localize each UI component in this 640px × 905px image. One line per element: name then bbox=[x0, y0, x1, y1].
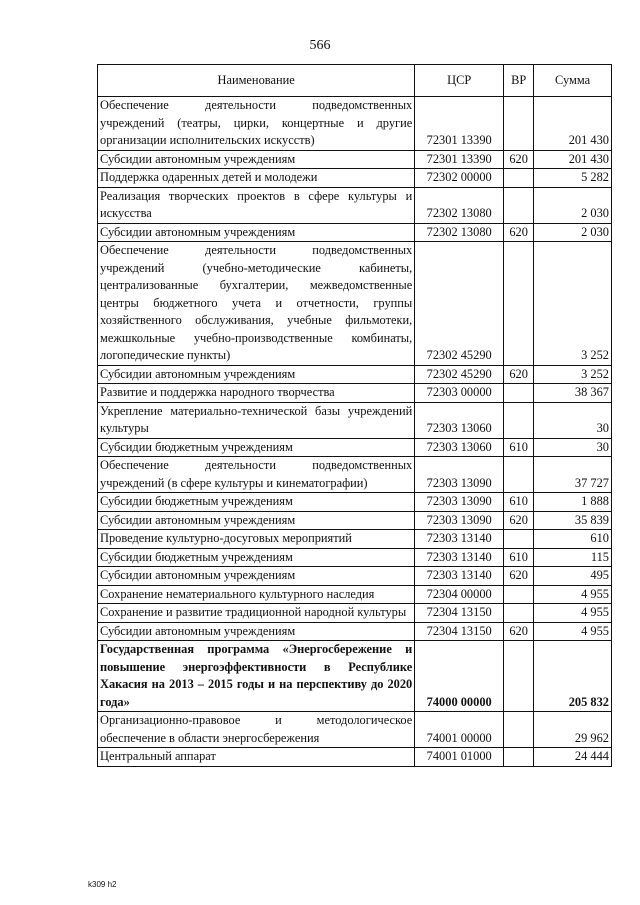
cell-name: Укрепление материально-технической базы учреждений культуры bbox=[98, 402, 415, 438]
page-number: 566 bbox=[309, 38, 331, 53]
cell-sum: 201 430 bbox=[534, 97, 612, 151]
table-row bbox=[98, 187, 612, 223]
cell-sum: 205 832 bbox=[534, 641, 612, 712]
header-csr: ЦСР bbox=[415, 65, 504, 97]
cell-sum: 3 252 bbox=[534, 365, 612, 384]
cell-vr bbox=[504, 748, 534, 767]
cell-sum: 201 430 bbox=[534, 150, 612, 169]
cell-csr: 72301 13390 bbox=[415, 97, 504, 151]
table-row bbox=[98, 712, 612, 748]
table-row bbox=[98, 438, 612, 457]
cell-csr: 72303 13140 bbox=[415, 530, 504, 549]
table-row bbox=[98, 548, 612, 567]
cell-name: Субсидии автономным учреждениям bbox=[98, 150, 415, 169]
table-row bbox=[98, 493, 612, 512]
cell-sum: 2 030 bbox=[534, 223, 612, 242]
cell-csr: 72303 13060 bbox=[415, 438, 504, 457]
table-row bbox=[98, 365, 612, 384]
table-row bbox=[98, 641, 612, 712]
cell-name: Обеспечение деятельности подведомственных учреждений (театры, цирки, концертные и другие организации исполнительских искусств) bbox=[98, 97, 415, 151]
cell-vr bbox=[504, 457, 534, 493]
table-row bbox=[98, 150, 612, 169]
cell-name: Сохранение нематериального культурного наследия bbox=[98, 585, 415, 604]
cell-sum: 24 444 bbox=[534, 748, 612, 767]
cell-name: Субсидии бюджетным учреждениям bbox=[98, 493, 415, 512]
cell-csr: 72303 13090 bbox=[415, 511, 504, 530]
cell-csr: 72303 13090 bbox=[415, 457, 504, 493]
cell-sum: 5 282 bbox=[534, 169, 612, 188]
cell-sum: 38 367 bbox=[534, 384, 612, 403]
table-row bbox=[98, 567, 612, 586]
cell-sum: 4 955 bbox=[534, 622, 612, 641]
header-sum: Сумма bbox=[534, 65, 612, 97]
cell-csr: 72301 13390 bbox=[415, 150, 504, 169]
footer-code: k309 h2 bbox=[88, 880, 117, 889]
table-row bbox=[98, 604, 612, 623]
cell-vr bbox=[504, 604, 534, 623]
table-row bbox=[98, 402, 612, 438]
cell-name: Субсидии бюджетным учреждениям bbox=[98, 548, 415, 567]
cell-name: Проведение культурно-досуговых мероприятий bbox=[98, 530, 415, 549]
cell-vr bbox=[504, 384, 534, 403]
header-vr: ВР bbox=[504, 65, 534, 97]
table-row bbox=[98, 242, 612, 366]
cell-csr: 72303 13140 bbox=[415, 548, 504, 567]
cell-vr: 620 bbox=[504, 567, 534, 586]
cell-name: Субсидии автономным учреждениям bbox=[98, 622, 415, 641]
cell-name: Поддержка одаренных детей и молодежи bbox=[98, 169, 415, 188]
cell-vr bbox=[504, 530, 534, 549]
cell-name: Обеспечение деятельности подведомственных учреждений (учебно-методические кабинеты, централизованные бухгалтерии, межведомственные центры бюджетного учета и отчетности, группы хозяйственного обслуживания, учебные фильмотеки, межшкольные учебно-производственные комбинаты, логопедические пункты) bbox=[98, 242, 415, 366]
cell-csr: 72304 13150 bbox=[415, 604, 504, 623]
table-row bbox=[98, 748, 612, 767]
cell-csr: 72303 13140 bbox=[415, 567, 504, 586]
table-row bbox=[98, 384, 612, 403]
cell-vr bbox=[504, 712, 534, 748]
table-row bbox=[98, 622, 612, 641]
table-row bbox=[98, 457, 612, 493]
cell-sum: 30 bbox=[534, 438, 612, 457]
cell-sum: 115 bbox=[534, 548, 612, 567]
cell-csr: 72303 13060 bbox=[415, 402, 504, 438]
cell-vr bbox=[504, 242, 534, 366]
cell-vr: 610 bbox=[504, 438, 534, 457]
cell-vr: 610 bbox=[504, 548, 534, 567]
cell-csr: 72302 45290 bbox=[415, 365, 504, 384]
cell-csr: 74001 01000 bbox=[415, 748, 504, 767]
cell-vr: 610 bbox=[504, 493, 534, 512]
table-row bbox=[98, 511, 612, 530]
cell-vr bbox=[504, 641, 534, 712]
cell-csr: 74001 00000 bbox=[415, 712, 504, 748]
cell-vr bbox=[504, 402, 534, 438]
budget-table bbox=[97, 64, 612, 767]
cell-csr: 72302 13080 bbox=[415, 187, 504, 223]
cell-csr: 72303 13090 bbox=[415, 493, 504, 512]
cell-sum: 29 962 bbox=[534, 712, 612, 748]
cell-vr bbox=[504, 97, 534, 151]
cell-csr: 72302 00000 bbox=[415, 169, 504, 188]
cell-name: Сохранение и развитие традиционной народной культуры bbox=[98, 604, 415, 623]
cell-csr: 72304 13150 bbox=[415, 622, 504, 641]
table-row bbox=[98, 169, 612, 188]
table-header-row bbox=[98, 65, 612, 97]
cell-csr: 72302 45290 bbox=[415, 242, 504, 366]
cell-csr: 72302 13080 bbox=[415, 223, 504, 242]
cell-name: Развитие и поддержка народного творчества bbox=[98, 384, 415, 403]
cell-sum: 35 839 bbox=[534, 511, 612, 530]
cell-name: Организационно-правовое и методологическое обеспечение в области энергосбережения bbox=[98, 712, 415, 748]
cell-vr: 620 bbox=[504, 223, 534, 242]
cell-name: Государственная программа «Энергосбережение и повышение энергоэффективности в Республике Хакасия на 2013 – 2015 годы и на перспективу до 2020 года» bbox=[98, 641, 415, 712]
cell-name: Субсидии автономным учреждениям bbox=[98, 223, 415, 242]
cell-csr: 74000 00000 bbox=[415, 641, 504, 712]
cell-sum: 4 955 bbox=[534, 585, 612, 604]
cell-csr: 72304 00000 bbox=[415, 585, 504, 604]
table-row bbox=[98, 97, 612, 151]
table-row bbox=[98, 530, 612, 549]
cell-name: Обеспечение деятельности подведомственных учреждений (в сфере культуры и кинематографии) bbox=[98, 457, 415, 493]
cell-sum: 3 252 bbox=[534, 242, 612, 366]
cell-name: Субсидии автономным учреждениям bbox=[98, 511, 415, 530]
cell-vr bbox=[504, 169, 534, 188]
cell-vr: 620 bbox=[504, 622, 534, 641]
cell-name: Реализация творческих проектов в сфере культуры и искусства bbox=[98, 187, 415, 223]
header-name: Наименование bbox=[98, 65, 415, 97]
cell-vr: 620 bbox=[504, 365, 534, 384]
cell-vr: 620 bbox=[504, 150, 534, 169]
cell-csr: 72303 00000 bbox=[415, 384, 504, 403]
cell-name: Субсидии бюджетным учреждениям bbox=[98, 438, 415, 457]
cell-sum: 610 bbox=[534, 530, 612, 549]
cell-sum: 30 bbox=[534, 402, 612, 438]
cell-sum: 1 888 bbox=[534, 493, 612, 512]
cell-name: Центральный аппарат bbox=[98, 748, 415, 767]
table-row bbox=[98, 223, 612, 242]
cell-sum: 4 955 bbox=[534, 604, 612, 623]
cell-vr bbox=[504, 187, 534, 223]
cell-sum: 37 727 bbox=[534, 457, 612, 493]
cell-sum: 2 030 bbox=[534, 187, 612, 223]
cell-sum: 495 bbox=[534, 567, 612, 586]
cell-name: Субсидии автономным учреждениям bbox=[98, 365, 415, 384]
cell-vr bbox=[504, 585, 534, 604]
cell-name: Субсидии автономным учреждениям bbox=[98, 567, 415, 586]
table-row bbox=[98, 585, 612, 604]
cell-vr: 620 bbox=[504, 511, 534, 530]
